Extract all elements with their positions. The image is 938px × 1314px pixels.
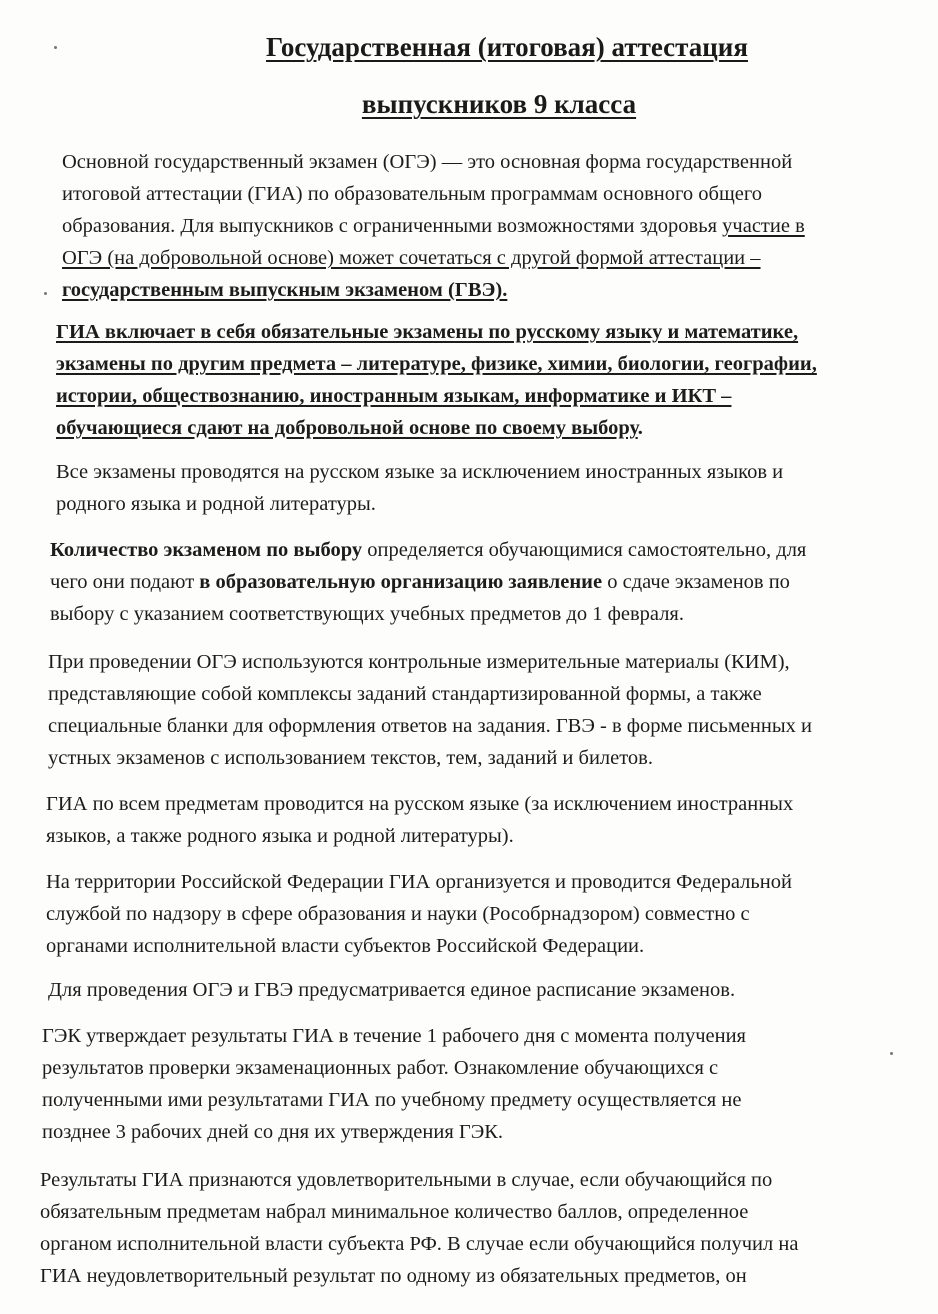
text-line: службой по надзору в сфере образования и науки (Рособрнадзором) совместно с — [46, 903, 750, 925]
paragraph-gia-exams — [56, 316, 817, 444]
text-line: представляющие собой комплексы заданий стандартизированной формы, а также — [48, 683, 762, 705]
bold-underlined-line: истории, обществознанию, иностранным языкам, информатике и ИКТ – — [56, 385, 732, 407]
text-line: итоговой аттестации (ГИА) по образовательным программам основного общего — [62, 183, 762, 205]
text-fragment: определяется обучающимися самостоятельно, для — [362, 539, 807, 561]
text-line: ГИА по всем предметам проводится на русском языке (за исключением иностранных — [46, 793, 794, 815]
text-line — [50, 566, 806, 598]
bold-underlined-fragment: обучающиеся сдают на добровольной основе по своему выбору — [56, 417, 638, 439]
text-line: На территории Российской Федерации ГИА организуется и проводится Федеральной — [46, 871, 792, 893]
document-title-line-1: Государственная (итоговая) аттестация — [266, 32, 748, 62]
text-line — [56, 412, 817, 444]
bold-fragment: в образовательную организацию заявление — [199, 571, 603, 593]
underlined-line: ОГЭ (на добровольной основе) может сочетаться с другой формой аттестации – — [62, 247, 761, 269]
scan-speck — [890, 1052, 893, 1055]
text-fragment: образования. Для выпускников с ограниченными возможностями здоровья — [62, 215, 723, 237]
text-line: ГИА неудовлетворительный результат по одному из обязательных предметов, он — [40, 1265, 747, 1287]
paragraph-russian-language — [46, 788, 793, 852]
paragraph-gek-results — [42, 1020, 746, 1148]
scan-speck — [54, 46, 57, 49]
text-line — [50, 534, 806, 566]
period: . — [637, 417, 643, 439]
text-line: Все экзамены проводятся на русском языке за исключением иностранных языков и — [56, 461, 784, 483]
text-line: результатов проверки экзаменационных работ. Ознакомление обучающихся с — [42, 1057, 719, 1079]
paragraph-satisfactory-results — [40, 1164, 798, 1292]
bold-underlined-line: экзамены по другим предмета – литературе, физике, химии, биологии, географии, — [56, 353, 817, 375]
text-line: языков, а также родного языка и родной литературы). — [46, 825, 514, 847]
paragraph-schedule — [48, 974, 735, 1006]
text-line: родного языка и родной литературы. — [56, 493, 376, 515]
text-fragment: чего они подают — [50, 571, 200, 593]
bold-fragment: Количество экзаменом по выбору — [50, 539, 363, 561]
text-line: ГЭК утверждает результаты ГИА в течение 1 рабочего дня с момента получения — [42, 1025, 746, 1047]
paragraph-elective-exams — [50, 534, 806, 630]
text-line — [62, 210, 805, 242]
text-line: устных экзаменов с использованием текстов, тем, заданий и билетов. — [48, 747, 653, 769]
text-fragment: о сдаче экзаменов по — [602, 571, 790, 593]
text-line: органами исполнительной власти субъектов Российской Федерации. — [46, 935, 645, 957]
text-line: обязательным предметам набрал минимальное количество баллов, определенное — [40, 1201, 749, 1223]
text-line: органом исполнительной власти субъекта РФ. В случае если обучающийся получил на — [40, 1233, 799, 1255]
text-line: полученными ими результатами ГИА по учебному предмету осуществляется не — [42, 1089, 742, 1111]
paragraph-oge-definition — [62, 146, 805, 306]
paragraph-rosobrnadzor — [46, 866, 792, 962]
text-line: Основной государственный экзамен (ОГЭ) — это основная форма государственной — [62, 151, 793, 173]
text-line: выбору с указанием соответствующих учебных предметов до 1 февраля. — [50, 603, 684, 625]
bold-underlined-line: государственным выпускным экзаменом (ГВЭ). — [62, 279, 508, 301]
paragraph-exam-language — [56, 456, 783, 520]
text-line: При проведении ОГЭ используются контрольные измерительные материалы (КИМ), — [48, 651, 790, 673]
scan-speck — [44, 292, 47, 295]
text-line: специальные бланки для оформления ответов на задания. ГВЭ - в форме письменных и — [48, 715, 812, 737]
text-line: Для проведения ОГЭ и ГВЭ предусматривается единое расписание экзаменов. — [48, 979, 736, 1001]
bold-underlined-line: ГИА включает в себя обязательные экзамены по русскому языку и математике, — [56, 321, 799, 343]
underlined-fragment: участие в — [722, 215, 805, 237]
document-title-line-2: выпускников 9 класса — [361, 89, 637, 119]
text-line: Результаты ГИА признаются удовлетворительными в случае, если обучающийся по — [40, 1169, 773, 1191]
paragraph-kim-materials — [48, 646, 812, 774]
text-line: позднее 3 рабочих дней со дня их утверждения ГЭК. — [42, 1121, 504, 1143]
